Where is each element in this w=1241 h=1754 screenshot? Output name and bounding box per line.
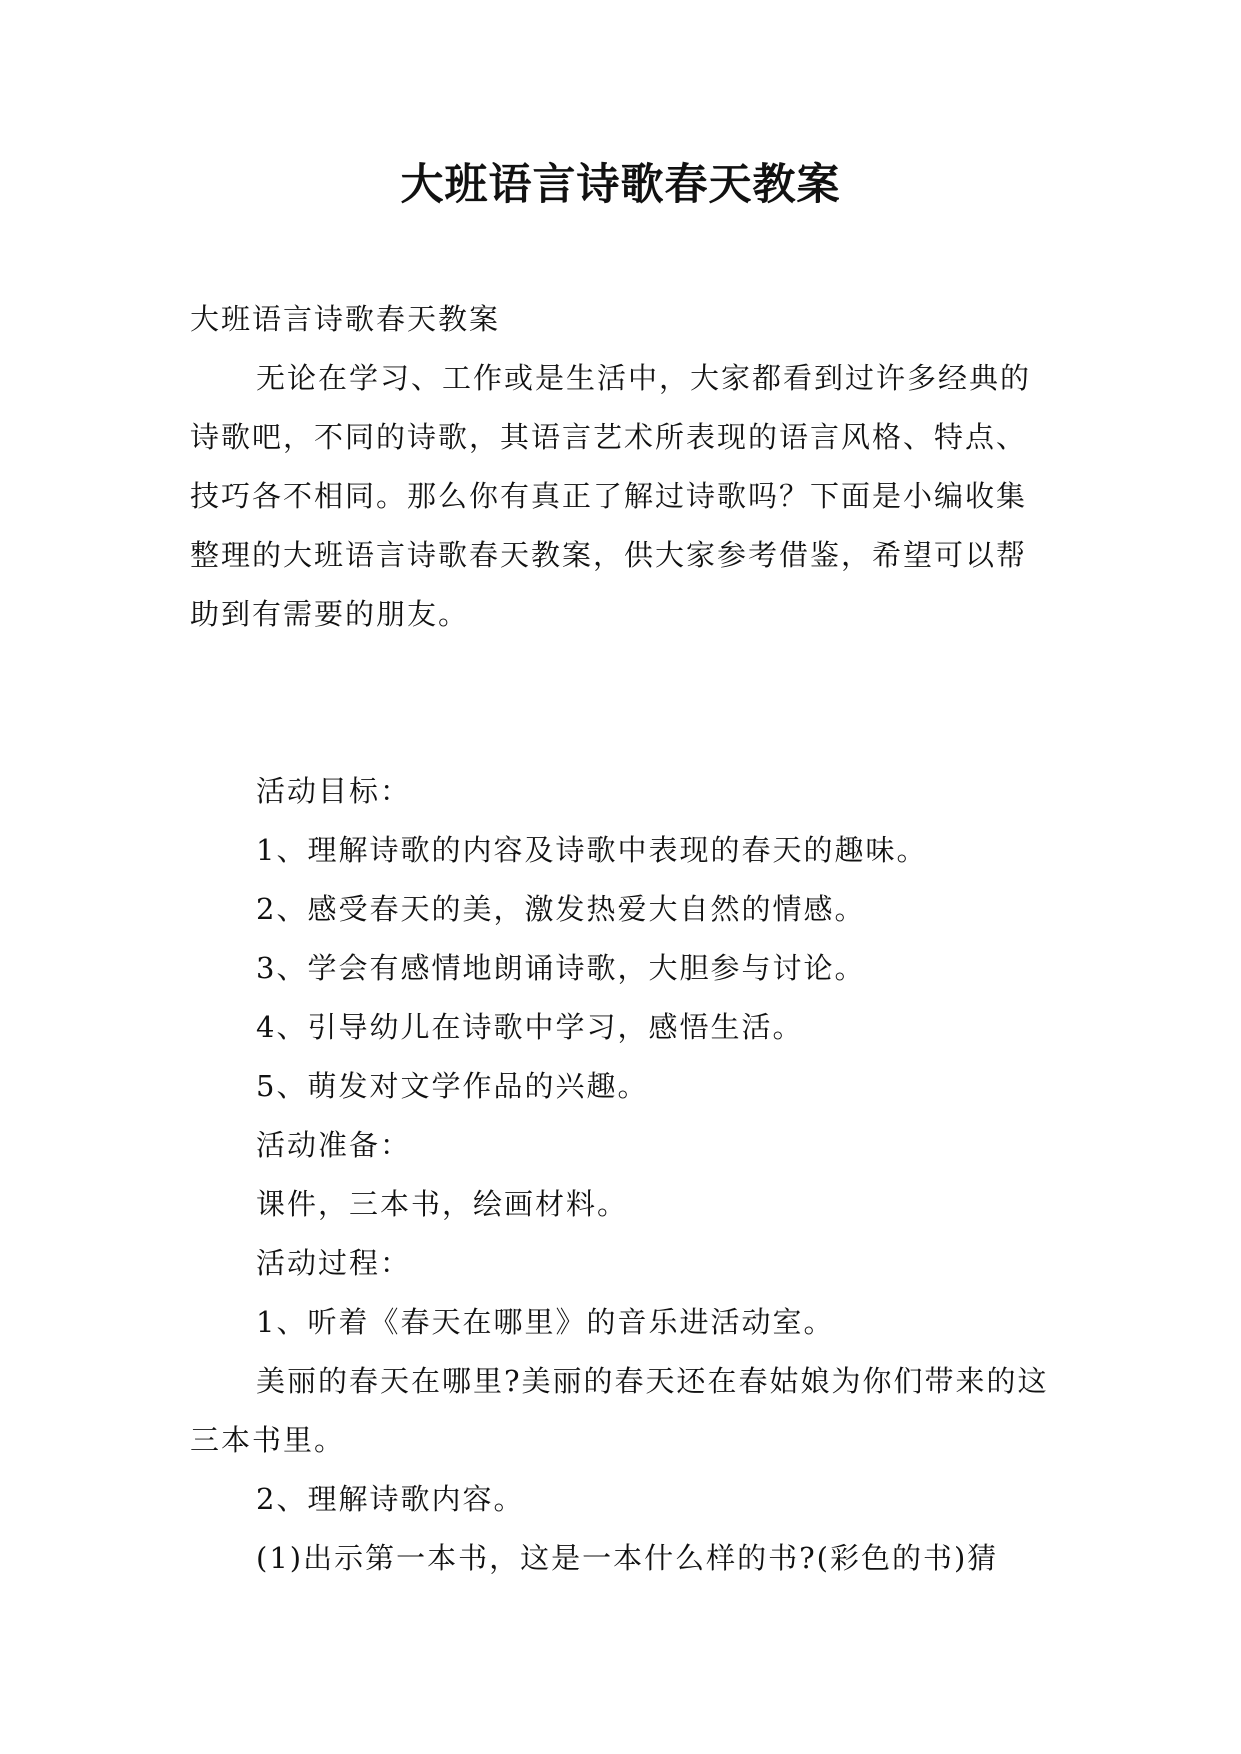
process-step-2: 2、理解诗歌内容。 <box>256 1482 525 1516</box>
goals-heading: 活动目标： <box>256 774 412 808</box>
document-body <box>190 290 1050 1588</box>
goal-item-3: 3、学会有感情地朗诵诗歌，大胆参与讨论。 <box>256 951 866 985</box>
intro-paragraph: 无论在学习、工作或是生活中，大家都看到过许多经典的诗歌吧，不同的诗歌，其语言艺术所表现的语言风格、特点、技巧各不相同。那么你有真正了解过诗歌吗？下面是小编收集整理的大班语言诗歌春天教案，供大家参考借鉴，希望可以帮助到有需要的朋友。 <box>190 361 1032 631</box>
goal-item-5: 5、萌发对文学作品的兴趣。 <box>256 1069 649 1103</box>
process-step-2-sub: (1)出示第一本书，这是一本什么样的书?(彩色的书)猜 <box>256 1541 999 1575</box>
process-heading: 活动过程： <box>256 1246 412 1280</box>
process-step-1-text: 美丽的春天在哪里?美丽的春天还在春姑娘为你们带来的这三本书里。 <box>190 1364 1049 1457</box>
paragraph-spacer <box>190 644 1050 762</box>
goal-item-4: 4、引导幼儿在诗歌中学习，感悟生活。 <box>256 1010 804 1044</box>
goal-item-1: 1、理解诗歌的内容及诗歌中表现的春天的趣味。 <box>256 833 928 867</box>
preparation-text: 课件，三本书，绘画材料。 <box>256 1187 629 1221</box>
preparation-heading: 活动准备： <box>256 1128 412 1162</box>
goal-item-2: 2、感受春天的美，激发热爱大自然的情感。 <box>256 892 866 926</box>
document-subtitle: 大班语言诗歌春天教案 <box>190 302 501 336</box>
process-step-1: 1、听着《春天在哪里》的音乐进活动室。 <box>256 1305 835 1339</box>
document-title: 大班语言诗歌春天教案 <box>400 160 841 210</box>
